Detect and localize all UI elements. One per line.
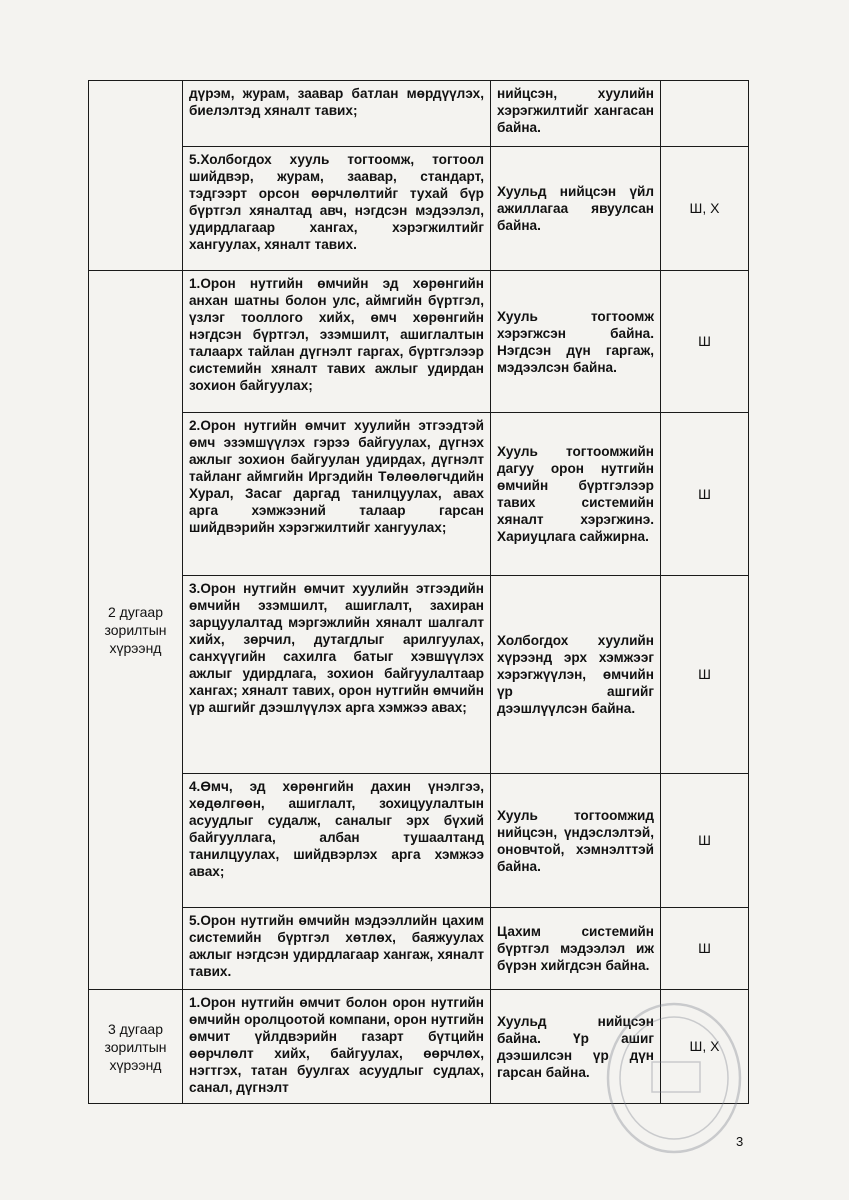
page-number: 3 — [736, 1134, 744, 1149]
task-cell: 1.Орон нутгийн өмчит болон орон нутгийн өмчийн оролцоотой компани, орон нутгийн өмчит үйлдвэрийн газарт бүтцийн өөрчлөлт хийх, байгуулах, өөрчлөх, нэгтгэх, татан буулгах асуудлыг судлах, санал, дүгнэлт — [183, 990, 491, 1104]
task-cell: 2.Орон нутгийн өмчит хуулийн этгээдтэй өмч эзэмшүүлэх гэрээ байгуулах, дүгнэх ажлыг зохион байгуулан удирдах, дүгнэлт тайланг аймгийн Иргэдийн Төлөөлөгчдийн Хурал, Засаг даргад танилцуулах, авах арга хэмжээний талаар гарсан шийдвэрийн хэрэгжилтийг хангуулах; — [183, 413, 491, 576]
code-cell: Ш — [661, 908, 749, 990]
result-cell: Хуульд нийцсэн байна. Үр ашиг дээшилсэн үр дүн гарсан байна. — [491, 990, 661, 1104]
result-cell: Цахим системийн бүртгэл мэдээлэл иж бүрэн хийгдсэн байна. — [491, 908, 661, 990]
table-row — [89, 147, 749, 271]
task-cell: 1.Орон нутгийн өмчийн эд хөрөнгийн анхан шатны болон улс, аймгийн бүртгэл, үзлэг тооллого хийх, өмч хөрөнгийн нэгдсэн бүртгэл, эзэмшилт, ашиглалтын талаарх тайлан дүгнэлт гаргах, бүртгэлээр системийн хяналт тавих ажлыг удирдан зохион байгуулах; — [183, 271, 491, 413]
result-cell: нийцсэн, хуулийн хэрэгжилтийг хангасан байна. — [491, 81, 661, 147]
code-cell — [661, 81, 749, 147]
task-cell: 4.Өмч, эд хөрөнгийн дахин үнэлгээ, хөдөлгөөн, ашиглалт, зохицуулалтын асуудлыг судалж, саналыг эрх бүхий байгууллага, албан тушаалтанд танилцуулах, шийдвэрлэх арга хэмжээ авах; — [183, 774, 491, 908]
table-row — [89, 576, 749, 774]
table-row — [89, 908, 749, 990]
result-cell: Хууль тогтоомжийн дагуу орон нутгийн өмчийн бүртгэлээр тавих системийн хяналт хэрэгжинэ. Хариуцлага сайжирна. — [491, 413, 661, 576]
activity-plan-table — [88, 80, 749, 1104]
stamp-seal — [596, 996, 746, 1164]
result-cell: Хуульд нийцсэн үйл ажиллагаа явуулсан байна. — [491, 147, 661, 271]
table-row — [89, 413, 749, 576]
table-row — [89, 271, 749, 413]
code-cell: Ш — [661, 576, 749, 774]
goal-cell: 2 дугаар зорилтын хүрээнд — [89, 271, 183, 990]
result-cell: Хууль тогтоомжид нийцсэн, үндэслэлтэй, оновчтой, хэмнэлттэй байна. — [491, 774, 661, 908]
code-cell: Ш — [661, 774, 749, 908]
task-cell: дүрэм, журам, заавар батлан мөрдүүлэх, биелэлтэд хяналт тавих; — [183, 81, 491, 147]
goal-cell: 3 дугаар зорилтын хүрээнд — [89, 990, 183, 1104]
result-cell: Хууль тогтоомж хэрэгжсэн байна. Нэгдсэн дүн гаргаж, мэдээлсэн байна. — [491, 271, 661, 413]
code-cell: Ш — [661, 271, 749, 413]
code-cell: Ш — [661, 413, 749, 576]
task-cell: 3.Орон нутгийн өмчит хуулийн этгээдийн өмчийн эзэмшилт, ашиглалт, захиран зарцуулалтад мэргэжлийн хяналт шалгалт хийх, зөрчил, дутагдлыг арилгуулах, санхүүгийн сахилга батыг хэвшүүлэх ажлыг удирдлага, зохион байгуулалтаар хангах; хяналт тавих, орон нутгийн өмчийн үр ашгийг дээшлүүлэх арга хэмжээ авах; — [183, 576, 491, 774]
task-cell: 5.Орон нутгийн өмчийн мэдээллийн цахим системийн бүртгэл хөтлөх, баяжуулах ажлыг нэгдсэн удирдлагаар хангаж, хяналт тавих. — [183, 908, 491, 990]
code-cell: Ш, Х — [661, 990, 749, 1104]
table-row — [89, 774, 749, 908]
task-cell: 5.Холбогдох хууль тогтоомж, тогтоол шийдвэр, журам, заавар, стандарт, тэдгээрт орсон өөрчлөлтийг тухай бүр бүртгэл хяналтад авч, нэгдсэн мэдээлэл, удирдлагаар хангах, хэрэгжилтийг хангуулах, хяналт тавих. — [183, 147, 491, 271]
code-cell: Ш, Х — [661, 147, 749, 271]
goal-cell — [89, 81, 183, 271]
result-cell: Холбогдох хуулийн хүрээнд эрх хэмжээг хэрэгжүүлэн, өмчийн үр ашгийг дээшлүүлсэн байна. — [491, 576, 661, 774]
table-row — [89, 81, 749, 147]
